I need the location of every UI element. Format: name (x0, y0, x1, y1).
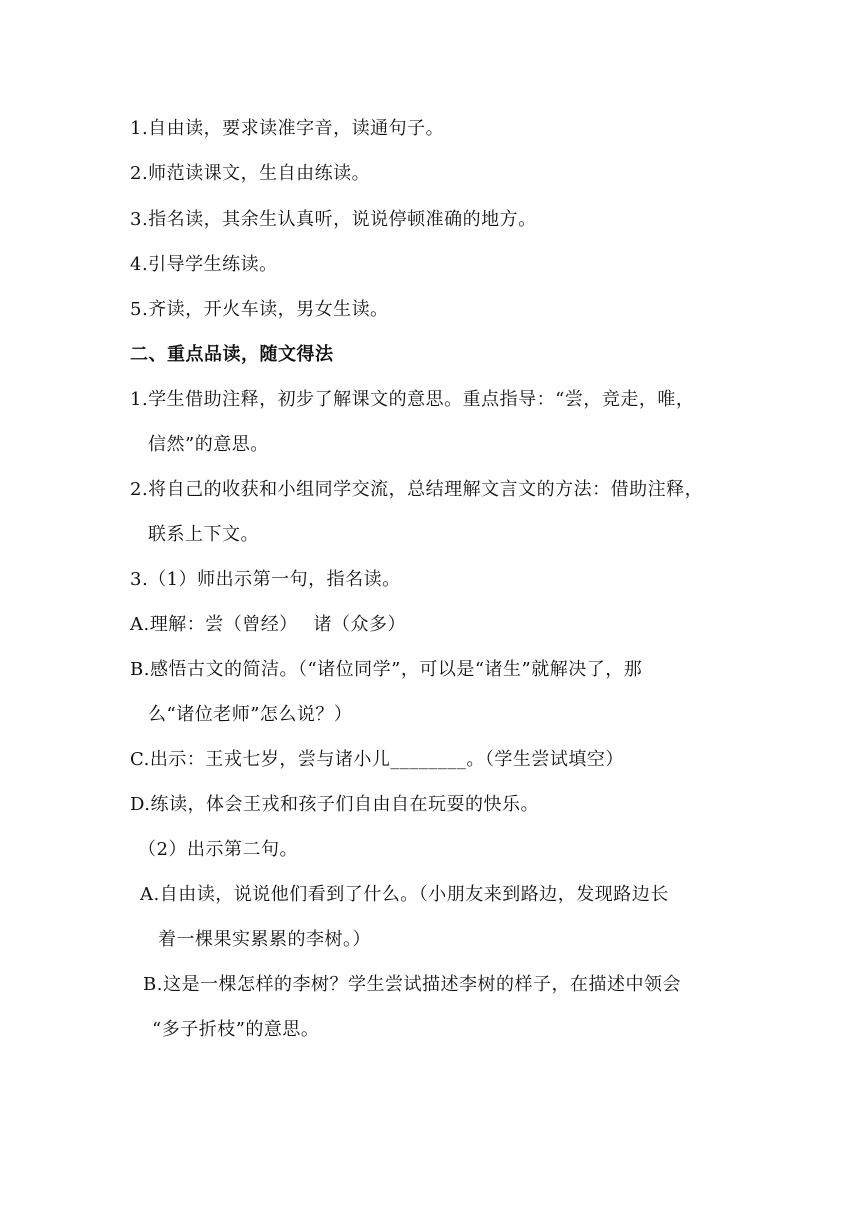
text-line: C.出示：王戎七岁，尝与诸小儿________。（学生尝试填空） (130, 749, 624, 770)
text-line: A.自由读，说说他们看到了什么。（小朋友来到路边，发现路边长 (140, 884, 669, 905)
text-line: （2）出示第二句。 (138, 839, 298, 860)
text-line: 2.师范读课文，生自由练读。 (130, 163, 371, 184)
text-line: 5.齐读，开火车读，男女生读。 (130, 299, 389, 320)
text-line: D.练读，体会王戎和孩子们自由自在玩耍的快乐。 (130, 794, 540, 815)
text-line: 1.学生借助注释，初步了解课文的意思。重点指导：“尝，竞走，唯， (130, 389, 695, 410)
text-line: A.理解：尝（曾经） 诸（众多） (130, 614, 406, 635)
text-line-continuation: 么“诸位老师”怎么说？） (148, 704, 353, 725)
section-heading: 二、重点品读，随文得法 (130, 344, 334, 365)
text-line: B.这是一棵怎样的李树？学生尝试描述李树的样子，在描述中领会 (143, 974, 681, 995)
text-line: 3.（1）师出示第一句，指名读。 (130, 569, 401, 590)
text-line: 2.将自己的收获和小组同学交流，总结理解文言文的方法：借助注释， (130, 479, 704, 500)
text-line-continuation: 联系上下文。 (148, 524, 259, 545)
text-line-continuation: 着一棵果实累累的李树。） (158, 929, 371, 950)
text-line: 4.引导学生练读。 (130, 254, 278, 275)
text-line: 1.自由读，要求读准字音，读通句子。 (130, 118, 445, 139)
text-line: B.感悟古文的简洁。（“诸位同学”，可以是“诸生”就解决了，那 (130, 659, 643, 680)
text-line-continuation: “多子折枝”的意思。 (152, 1019, 320, 1040)
text-line-continuation: 信然”的意思。 (148, 434, 269, 455)
text-line: 3.指名读，其余生认真听，说说停顿准确的地方。 (130, 209, 537, 230)
